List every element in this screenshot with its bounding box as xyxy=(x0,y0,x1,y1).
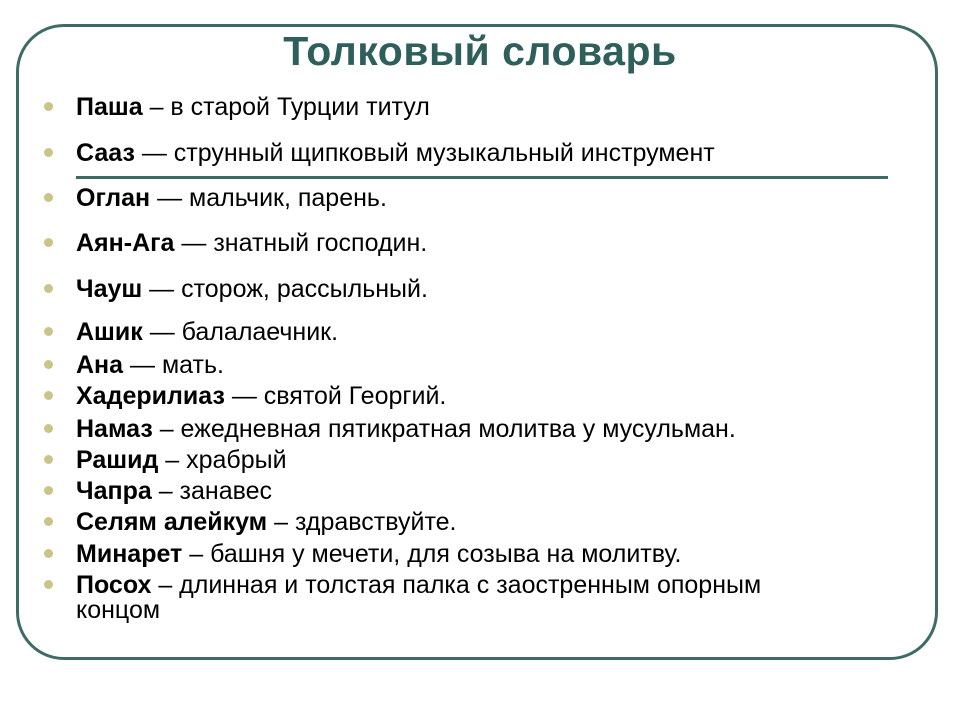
entry-term: Хадерилиаз xyxy=(76,382,225,410)
bullet-icon xyxy=(44,327,53,336)
glossary-entry xyxy=(76,95,936,120)
bullet-icon xyxy=(44,284,53,293)
glossary-entry xyxy=(76,542,936,567)
entry-definition: — мать. xyxy=(123,351,224,379)
bullet-icon xyxy=(44,193,53,202)
bullet-icon xyxy=(44,486,53,495)
entry-definition: – занавес xyxy=(151,477,273,505)
glossary-entry xyxy=(76,448,936,473)
entry-definition: – длинная и толстая палка с заостренным опорным концом xyxy=(76,571,762,624)
entry-definition: — струнный щипковый музыкальный инструмент xyxy=(134,139,715,167)
slide-title: Толковый словарь xyxy=(283,28,677,74)
glossary-entry xyxy=(76,277,936,302)
bullet-icon xyxy=(44,360,53,369)
entry-definition: – ежедневная пятикратная молитва у мусульман. xyxy=(152,415,736,443)
entry-definition: — балалаечник. xyxy=(142,318,339,346)
entry-term: Чауш xyxy=(76,275,143,303)
glossary-entry xyxy=(76,141,936,166)
glossary-entry xyxy=(76,417,936,442)
bullet-icon xyxy=(44,238,53,247)
glossary-entry xyxy=(76,353,936,378)
bullet-icon xyxy=(44,580,53,589)
entry-definition: – в старой Турции титул xyxy=(142,93,430,121)
glossary-entry xyxy=(76,384,936,409)
glossary-entry xyxy=(76,479,936,504)
glossary-entry xyxy=(76,231,936,256)
divider-line xyxy=(76,176,888,179)
entry-definition: — святой Георгий. xyxy=(224,382,447,410)
glossary-entry xyxy=(76,510,936,535)
entry-term: Сааз xyxy=(76,139,135,167)
entry-term: Селям алейкум xyxy=(76,508,268,536)
bullet-icon xyxy=(44,391,53,400)
glossary-entry xyxy=(76,186,936,211)
entry-term: Минарет xyxy=(76,540,183,568)
entry-term: Оглан xyxy=(76,184,151,212)
glossary-entry xyxy=(76,320,936,345)
entry-definition: — знатный господин. xyxy=(174,229,428,257)
bullet-icon xyxy=(44,148,53,157)
bullet-icon xyxy=(44,549,53,558)
bullet-icon xyxy=(44,455,53,464)
entry-definition: – башня у мечети, для созыва на молитву. xyxy=(182,540,682,568)
entry-definition: — сторож, рассыльный. xyxy=(142,275,428,303)
entry-term: Аян-Ага xyxy=(76,229,175,257)
entry-term: Ана xyxy=(76,351,124,379)
entry-term: Паша xyxy=(76,93,143,121)
entry-term: Посох xyxy=(76,571,152,599)
entry-definition: — мальчик, парень. xyxy=(150,184,387,212)
entry-term: Чапра xyxy=(76,477,152,505)
entry-definition: – здравствуйте. xyxy=(267,508,457,536)
bullet-icon xyxy=(44,517,53,526)
entry-term: Ашик xyxy=(76,318,143,346)
entry-term: Намаз xyxy=(76,415,153,443)
bullet-icon xyxy=(44,102,53,111)
glossary-entry xyxy=(76,573,846,623)
entry-term: Рашид xyxy=(76,446,159,474)
bullet-icon xyxy=(44,424,53,433)
entry-definition: – храбрый xyxy=(158,446,287,474)
